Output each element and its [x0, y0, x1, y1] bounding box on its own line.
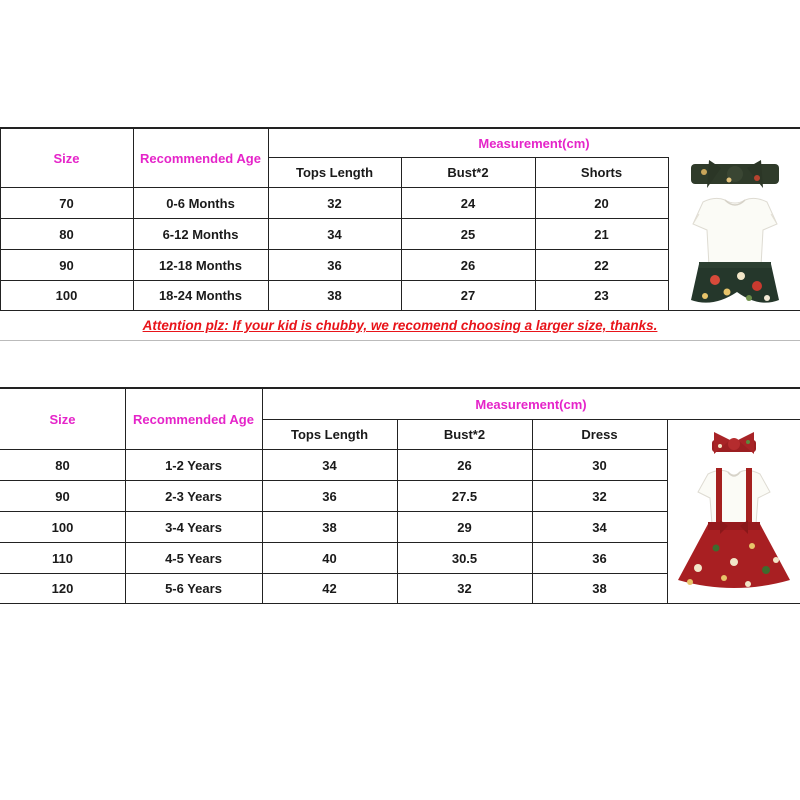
t1-row4-shorts: 23 — [594, 288, 609, 303]
t1-header-age: Recommended Age — [140, 150, 261, 166]
t2-row2-tops: 36 — [322, 488, 337, 504]
t2-header-tops-length: Tops Length — [290, 427, 369, 442]
t1-row1-age: 0-6 Months — [166, 195, 235, 211]
t1-header-shorts: Shorts — [580, 165, 623, 180]
t2-row1-age: 1-2 Years — [165, 457, 222, 473]
t1-row4-bust: 27 — [460, 288, 476, 303]
t2-row1-dress: 30 — [592, 457, 607, 473]
t1-row1-size: 70 — [59, 195, 74, 211]
t2-row2-dress: 32 — [592, 488, 607, 504]
t2-header-age: Recommended Age — [133, 411, 254, 427]
t2-header-dress: Dress — [581, 427, 618, 442]
t1-row3-age: 12-18 Months — [158, 257, 243, 273]
t1-row2-shorts: 21 — [594, 226, 609, 242]
t2-row3-bust: 29 — [457, 519, 472, 535]
t1-row4-age: 18-24 Months — [158, 288, 243, 303]
t2-row3-size: 100 — [51, 519, 74, 535]
t1-header-measurement: Measurement(cm) — [478, 135, 590, 151]
t2-row4-size: 110 — [52, 550, 73, 566]
t1-row1-bust: 24 — [460, 195, 476, 211]
t1-row3-tops: 36 — [327, 257, 342, 273]
t1-row2-tops: 34 — [327, 226, 342, 242]
t2-row3-tops: 38 — [322, 519, 337, 535]
t2-header-size: Size — [49, 411, 76, 427]
t2-row2-bust: 27.5 — [451, 488, 478, 504]
t1-header-tops-length: Tops Length — [295, 165, 374, 180]
t1-row2-bust: 25 — [460, 226, 476, 242]
t2-row3-age: 3-4 Years — [165, 519, 222, 535]
t2-row1-bust: 26 — [457, 457, 472, 473]
attention-note: Attention plz: If your kid is chubby, we recomend choosing a larger size, thanks. — [142, 318, 658, 333]
t2-row5-bust: 32 — [457, 581, 472, 596]
t1-row2-size: 80 — [59, 226, 74, 242]
t2-row4-dress: 36 — [592, 550, 607, 566]
t2-row4-bust: 30.5 — [451, 550, 478, 566]
t2-row2-size: 90 — [55, 488, 70, 504]
t2-row5-age: 5-6 Years — [165, 581, 222, 596]
t1-row3-shorts: 22 — [594, 257, 609, 273]
outfit-image-dress-set — [668, 420, 800, 603]
t2-row1-size: 80 — [55, 457, 70, 473]
t1-row4-size: 100 — [55, 288, 78, 303]
t2-row5-tops: 42 — [322, 581, 337, 596]
t1-row3-bust: 26 — [460, 257, 476, 273]
t1-row4-tops: 38 — [327, 288, 342, 303]
t2-row4-age: 4-5 Years — [165, 550, 222, 566]
t1-row3-size: 90 — [59, 257, 74, 273]
t2-row4-tops: 40 — [322, 550, 337, 566]
t2-row2-age: 2-3 Years — [165, 488, 222, 504]
t2-header-measurement: Measurement(cm) — [475, 396, 587, 412]
t1-row2-age: 6-12 Months — [162, 226, 239, 242]
t2-row1-tops: 34 — [322, 457, 337, 473]
t1-row1-shorts: 20 — [594, 195, 609, 211]
t1-header-bust: Bust*2 — [447, 165, 489, 180]
t2-row3-dress: 34 — [592, 519, 607, 535]
t2-row5-size: 120 — [51, 581, 74, 596]
t2-row5-dress: 38 — [592, 581, 607, 596]
t2-header-bust: Bust*2 — [443, 427, 486, 442]
t1-header-size: Size — [53, 150, 80, 166]
outfit-image-shorts-set — [669, 158, 800, 310]
t1-row1-tops: 32 — [327, 195, 342, 211]
